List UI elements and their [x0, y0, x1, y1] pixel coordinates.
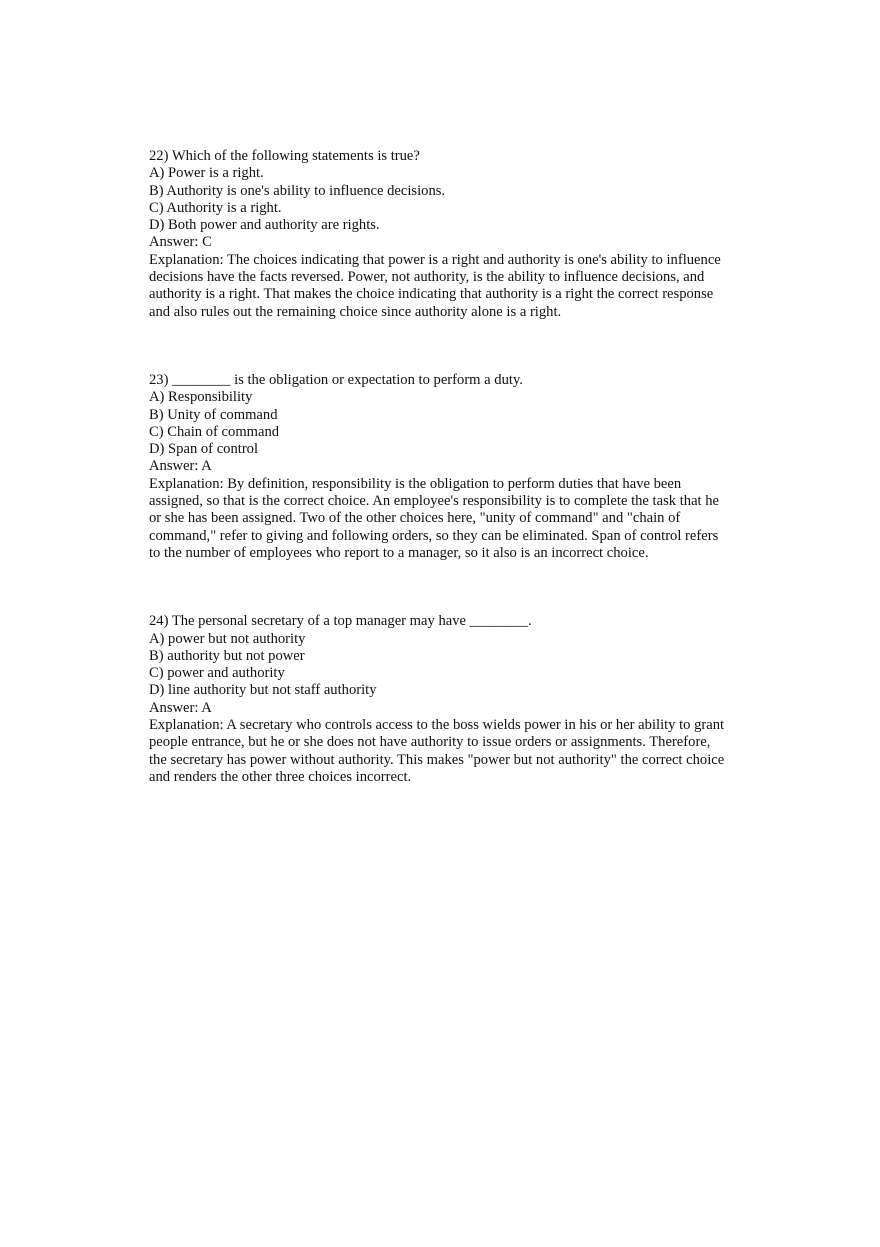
explanation: Explanation: By definition, responsibility is the obligation to perform duties that have been assigned, so that is the correct choice. An employee's responsibility is to complete the task that he or she has been assigned. Two of the other choices here, "unity of command" and "chain of command," refer to giving and following orders, so they can be eliminated. Span of control refers to the number of employees who report to a manager, so it also is an incorrect choice.: [149, 475, 720, 561]
choice-c: C) Chain of command: [149, 423, 280, 440]
choice-d: D) line authority but not staff authority: [149, 682, 377, 699]
choice-b: B) authority but not power: [149, 647, 305, 664]
question-22: [149, 148, 729, 321]
page-content: [149, 148, 729, 786]
question-24: [149, 613, 729, 786]
choice-a: A) Responsibility: [149, 389, 253, 406]
choice-a: A) Power is a right.: [149, 165, 264, 182]
choice-a: A) power but not authority: [149, 630, 306, 647]
choice-d: D) Both power and authority are rights.: [149, 217, 380, 234]
question-stem: 24) The personal secretary of a top manager may have ________.: [149, 613, 532, 630]
answer: Answer: A: [149, 699, 212, 716]
answer: Answer: A: [149, 458, 212, 475]
choice-b: B) Unity of command: [149, 406, 278, 423]
answer: Answer: C: [149, 234, 212, 251]
explanation: Explanation: The choices indicating that power is a right and authority is one's ability to influence decisions have the facts reversed. Power, not authority, is the ability to influence decisions, and authority is a right. That makes the choice indicating that authority is a right the correct response and also rules out the remaining choice since authority alone is a right.: [149, 251, 721, 320]
choice-d: D) Span of control: [149, 441, 259, 458]
question-23: [149, 372, 729, 562]
choice-b: B) Authority is one's ability to influence decisions.: [149, 182, 446, 199]
question-stem: 22) Which of the following statements is true?: [149, 148, 420, 164]
question-stem: 23) ________ is the obligation or expectation to perform a duty.: [149, 371, 523, 388]
choice-c: C) power and authority: [149, 665, 285, 682]
explanation: Explanation: A secretary who controls access to the boss wields power in his or her ability to grant people entrance, but he or she does not have authority to issue orders or assignments. Therefore, the secretary has power without authority. This makes "power but not authority" the correct choice and renders the other three choices incorrect.: [149, 717, 725, 785]
choice-c: C) Authority is a right.: [149, 199, 282, 216]
